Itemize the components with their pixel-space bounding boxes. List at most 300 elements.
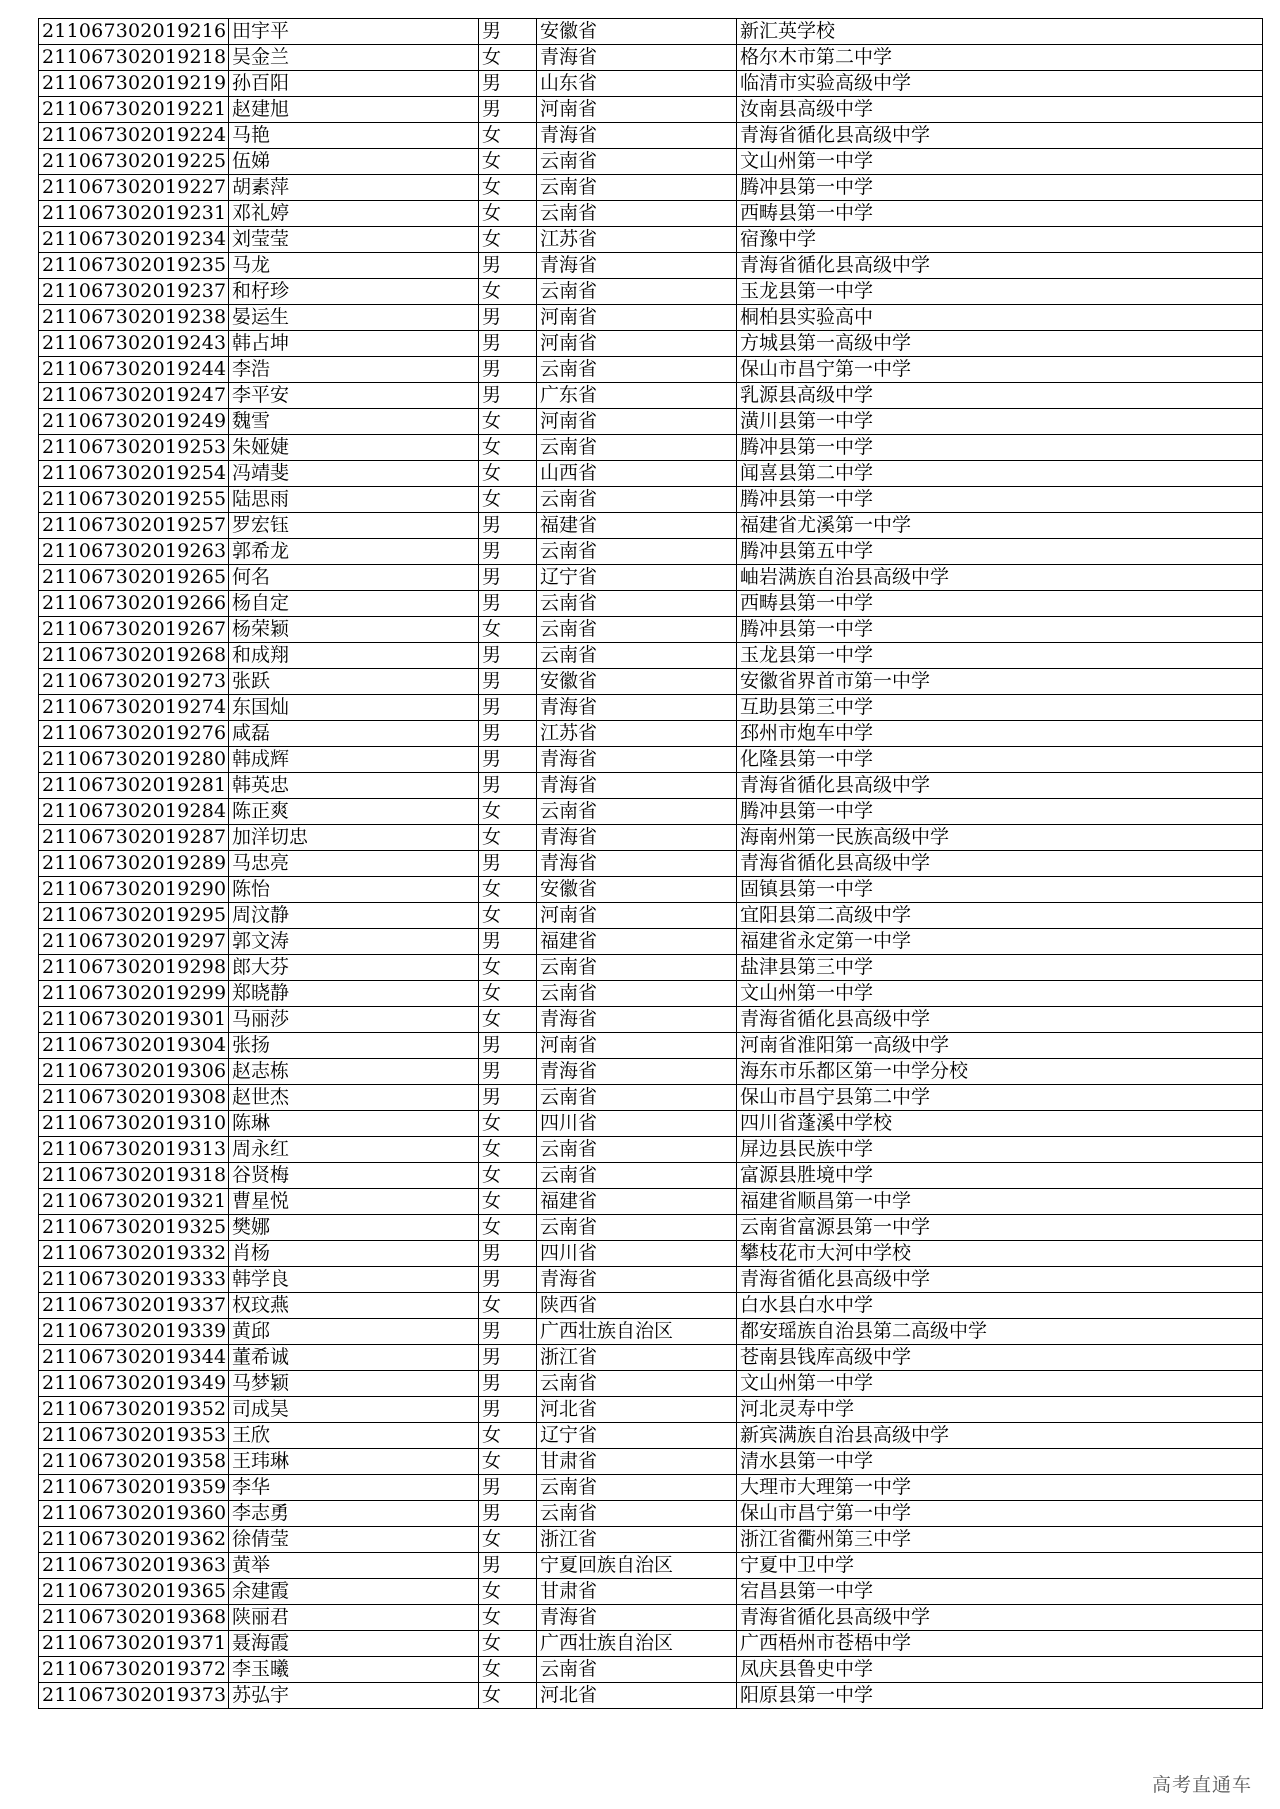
gender-cell: 男 bbox=[479, 591, 537, 617]
province-cell: 安徽省 bbox=[537, 669, 737, 695]
school-cell: 都安瑶族自治县第二高级中学 bbox=[737, 1319, 1263, 1345]
province-cell: 辽宁省 bbox=[537, 1423, 737, 1449]
school-cell: 攀枝花市大河中学校 bbox=[737, 1241, 1263, 1267]
province-cell: 云南省 bbox=[537, 149, 737, 175]
school-cell: 河南省淮阳第一高级中学 bbox=[737, 1033, 1263, 1059]
gender-cell: 女 bbox=[479, 1423, 537, 1449]
student-name-cell: 胡素萍 bbox=[229, 175, 479, 201]
table-row bbox=[39, 1683, 1263, 1709]
school-cell: 福建省顺昌第一中学 bbox=[737, 1189, 1263, 1215]
school-cell: 四川省蓬溪中学校 bbox=[737, 1111, 1263, 1137]
student-id-cell: 211067302019249 bbox=[39, 409, 229, 435]
student-name-cell: 罗宏钰 bbox=[229, 513, 479, 539]
gender-cell: 女 bbox=[479, 45, 537, 71]
school-cell: 腾冲县第一中学 bbox=[737, 435, 1263, 461]
student-id-cell: 211067302019234 bbox=[39, 227, 229, 253]
student-id-cell: 211067302019301 bbox=[39, 1007, 229, 1033]
gender-cell: 男 bbox=[479, 513, 537, 539]
table-row bbox=[39, 799, 1263, 825]
student-id-cell: 211067302019224 bbox=[39, 123, 229, 149]
student-id-cell: 211067302019219 bbox=[39, 71, 229, 97]
school-cell: 浙江省衢州第三中学 bbox=[737, 1527, 1263, 1553]
school-cell: 凤庆县鲁史中学 bbox=[737, 1657, 1263, 1683]
school-cell: 邳州市炮车中学 bbox=[737, 721, 1263, 747]
student-name-cell: 韩学良 bbox=[229, 1267, 479, 1293]
student-id-cell: 211067302019253 bbox=[39, 435, 229, 461]
table-row bbox=[39, 1423, 1263, 1449]
province-cell: 河北省 bbox=[537, 1397, 737, 1423]
province-cell: 福建省 bbox=[537, 1189, 737, 1215]
table-row bbox=[39, 305, 1263, 331]
school-cell: 互助县第三中学 bbox=[737, 695, 1263, 721]
school-cell: 桐柏县实验高中 bbox=[737, 305, 1263, 331]
table-row bbox=[39, 149, 1263, 175]
student-name-cell: 陈正爽 bbox=[229, 799, 479, 825]
student-id-cell: 211067302019321 bbox=[39, 1189, 229, 1215]
student-id-cell: 211067302019313 bbox=[39, 1137, 229, 1163]
province-cell: 青海省 bbox=[537, 123, 737, 149]
student-id-cell: 211067302019353 bbox=[39, 1423, 229, 1449]
gender-cell: 女 bbox=[479, 799, 537, 825]
gender-cell: 男 bbox=[479, 565, 537, 591]
student-id-cell: 211067302019237 bbox=[39, 279, 229, 305]
student-name-cell: 李玉曦 bbox=[229, 1657, 479, 1683]
table-row bbox=[39, 227, 1263, 253]
table-row bbox=[39, 539, 1263, 565]
table-row bbox=[39, 1345, 1263, 1371]
table-row bbox=[39, 903, 1263, 929]
student-name-cell: 东国灿 bbox=[229, 695, 479, 721]
province-cell: 青海省 bbox=[537, 1007, 737, 1033]
student-name-cell: 苏弘宇 bbox=[229, 1683, 479, 1709]
gender-cell: 女 bbox=[479, 461, 537, 487]
student-name-cell: 马龙 bbox=[229, 253, 479, 279]
school-cell: 化隆县第一中学 bbox=[737, 747, 1263, 773]
gender-cell: 女 bbox=[479, 201, 537, 227]
gender-cell: 女 bbox=[479, 435, 537, 461]
gender-cell: 女 bbox=[479, 227, 537, 253]
province-cell: 福建省 bbox=[537, 929, 737, 955]
school-cell: 腾冲县第一中学 bbox=[737, 487, 1263, 513]
student-id-cell: 211067302019216 bbox=[39, 19, 229, 45]
gender-cell: 男 bbox=[479, 1475, 537, 1501]
province-cell: 云南省 bbox=[537, 643, 737, 669]
province-cell: 广东省 bbox=[537, 383, 737, 409]
province-cell: 青海省 bbox=[537, 825, 737, 851]
table-row bbox=[39, 1657, 1263, 1683]
student-name-cell: 吴金兰 bbox=[229, 45, 479, 71]
gender-cell: 女 bbox=[479, 1579, 537, 1605]
table-row bbox=[39, 877, 1263, 903]
province-cell: 云南省 bbox=[537, 357, 737, 383]
province-cell: 青海省 bbox=[537, 253, 737, 279]
school-cell: 青海省循化县高级中学 bbox=[737, 123, 1263, 149]
province-cell: 青海省 bbox=[537, 1267, 737, 1293]
school-cell: 潢川县第一中学 bbox=[737, 409, 1263, 435]
school-cell: 文山州第一中学 bbox=[737, 981, 1263, 1007]
student-name-cell: 马忠亮 bbox=[229, 851, 479, 877]
table-row bbox=[39, 955, 1263, 981]
gender-cell: 女 bbox=[479, 1215, 537, 1241]
province-cell: 青海省 bbox=[537, 851, 737, 877]
student-id-cell: 211067302019295 bbox=[39, 903, 229, 929]
gender-cell: 男 bbox=[479, 1033, 537, 1059]
gender-cell: 女 bbox=[479, 981, 537, 1007]
province-cell: 云南省 bbox=[537, 539, 737, 565]
student-name-cell: 杨荣颖 bbox=[229, 617, 479, 643]
province-cell: 四川省 bbox=[537, 1111, 737, 1137]
province-cell: 云南省 bbox=[537, 435, 737, 461]
gender-cell: 男 bbox=[479, 1501, 537, 1527]
student-name-cell: 郑晓静 bbox=[229, 981, 479, 1007]
student-id-cell: 211067302019244 bbox=[39, 357, 229, 383]
student-id-cell: 211067302019304 bbox=[39, 1033, 229, 1059]
province-cell: 云南省 bbox=[537, 201, 737, 227]
school-cell: 青海省循化县高级中学 bbox=[737, 253, 1263, 279]
table-row bbox=[39, 1267, 1263, 1293]
province-cell: 云南省 bbox=[537, 1137, 737, 1163]
student-id-cell: 211067302019333 bbox=[39, 1267, 229, 1293]
school-cell: 宜阳县第二高级中学 bbox=[737, 903, 1263, 929]
student-name-cell: 冯靖斐 bbox=[229, 461, 479, 487]
table-row bbox=[39, 1111, 1263, 1137]
student-id-cell: 211067302019349 bbox=[39, 1371, 229, 1397]
province-cell: 广西壮族自治区 bbox=[537, 1319, 737, 1345]
student-id-cell: 211067302019268 bbox=[39, 643, 229, 669]
table-row bbox=[39, 1475, 1263, 1501]
table-row bbox=[39, 71, 1263, 97]
student-id-cell: 211067302019266 bbox=[39, 591, 229, 617]
province-cell: 青海省 bbox=[537, 1059, 737, 1085]
table-row bbox=[39, 1319, 1263, 1345]
table-row bbox=[39, 1501, 1263, 1527]
student-name-cell: 陈琳 bbox=[229, 1111, 479, 1137]
student-name-cell: 李华 bbox=[229, 1475, 479, 1501]
province-cell: 陕西省 bbox=[537, 1293, 737, 1319]
student-name-cell: 郭文涛 bbox=[229, 929, 479, 955]
school-cell: 大理市大理第一中学 bbox=[737, 1475, 1263, 1501]
student-name-cell: 王欣 bbox=[229, 1423, 479, 1449]
table-row bbox=[39, 383, 1263, 409]
province-cell: 宁夏回族自治区 bbox=[537, 1553, 737, 1579]
student-name-cell: 韩成辉 bbox=[229, 747, 479, 773]
school-cell: 海南州第一民族高级中学 bbox=[737, 825, 1263, 851]
province-cell: 云南省 bbox=[537, 1163, 737, 1189]
gender-cell: 男 bbox=[479, 357, 537, 383]
table-row bbox=[39, 1449, 1263, 1475]
gender-cell: 男 bbox=[479, 929, 537, 955]
school-cell: 广西梧州市苍梧中学 bbox=[737, 1631, 1263, 1657]
table-row bbox=[39, 747, 1263, 773]
gender-cell: 男 bbox=[479, 721, 537, 747]
table-row bbox=[39, 565, 1263, 591]
school-cell: 青海省循化县高级中学 bbox=[737, 773, 1263, 799]
table-row bbox=[39, 1553, 1263, 1579]
table-row bbox=[39, 851, 1263, 877]
student-id-cell: 211067302019281 bbox=[39, 773, 229, 799]
student-name-cell: 杨自定 bbox=[229, 591, 479, 617]
student-name-cell: 王玮琳 bbox=[229, 1449, 479, 1475]
student-name-cell: 郭希龙 bbox=[229, 539, 479, 565]
student-name-cell: 樊娜 bbox=[229, 1215, 479, 1241]
table-row bbox=[39, 19, 1263, 45]
table-row bbox=[39, 435, 1263, 461]
province-cell: 江苏省 bbox=[537, 227, 737, 253]
table-row bbox=[39, 929, 1263, 955]
school-cell: 青海省循化县高级中学 bbox=[737, 851, 1263, 877]
province-cell: 云南省 bbox=[537, 279, 737, 305]
student-id-cell: 211067302019284 bbox=[39, 799, 229, 825]
table-row bbox=[39, 253, 1263, 279]
table-row bbox=[39, 1579, 1263, 1605]
student-name-cell: 韩英忠 bbox=[229, 773, 479, 799]
province-cell: 云南省 bbox=[537, 617, 737, 643]
gender-cell: 女 bbox=[479, 955, 537, 981]
table-row bbox=[39, 1631, 1263, 1657]
province-cell: 河南省 bbox=[537, 1033, 737, 1059]
province-cell: 云南省 bbox=[537, 981, 737, 1007]
school-cell: 临清市实验高级中学 bbox=[737, 71, 1263, 97]
school-cell: 青海省循化县高级中学 bbox=[737, 1267, 1263, 1293]
gender-cell: 男 bbox=[479, 773, 537, 799]
student-name-cell: 肖杨 bbox=[229, 1241, 479, 1267]
gender-cell: 女 bbox=[479, 617, 537, 643]
province-cell: 山西省 bbox=[537, 461, 737, 487]
province-cell: 云南省 bbox=[537, 487, 737, 513]
school-cell: 福建省永定第一中学 bbox=[737, 929, 1263, 955]
student-name-cell: 韩占坤 bbox=[229, 331, 479, 357]
student-name-cell: 和杍珍 bbox=[229, 279, 479, 305]
school-cell: 玉龙县第一中学 bbox=[737, 279, 1263, 305]
student-name-cell: 黄举 bbox=[229, 1553, 479, 1579]
school-cell: 新汇英学校 bbox=[737, 19, 1263, 45]
student-name-cell: 谷贤梅 bbox=[229, 1163, 479, 1189]
school-cell: 青海省循化县高级中学 bbox=[737, 1007, 1263, 1033]
gender-cell: 男 bbox=[479, 539, 537, 565]
student-name-cell: 张扬 bbox=[229, 1033, 479, 1059]
student-id-cell: 211067302019287 bbox=[39, 825, 229, 851]
province-cell: 云南省 bbox=[537, 1085, 737, 1111]
table-row bbox=[39, 1605, 1263, 1631]
school-cell: 保山市昌宁第一中学 bbox=[737, 1501, 1263, 1527]
gender-cell: 男 bbox=[479, 1319, 537, 1345]
student-name-cell: 赵世杰 bbox=[229, 1085, 479, 1111]
province-cell: 河南省 bbox=[537, 903, 737, 929]
student-id-cell: 211067302019227 bbox=[39, 175, 229, 201]
student-id-cell: 211067302019263 bbox=[39, 539, 229, 565]
table-row bbox=[39, 617, 1263, 643]
school-cell: 宿豫中学 bbox=[737, 227, 1263, 253]
gender-cell: 女 bbox=[479, 175, 537, 201]
student-name-cell: 李平安 bbox=[229, 383, 479, 409]
student-id-cell: 211067302019225 bbox=[39, 149, 229, 175]
school-cell: 保山市昌宁第一中学 bbox=[737, 357, 1263, 383]
gender-cell: 男 bbox=[479, 1085, 537, 1111]
gender-cell: 男 bbox=[479, 1553, 537, 1579]
gender-cell: 女 bbox=[479, 123, 537, 149]
province-cell: 青海省 bbox=[537, 773, 737, 799]
gender-cell: 女 bbox=[479, 279, 537, 305]
student-name-cell: 周汶静 bbox=[229, 903, 479, 929]
school-cell: 西畴县第一中学 bbox=[737, 201, 1263, 227]
school-cell: 白水县白水中学 bbox=[737, 1293, 1263, 1319]
student-id-cell: 211067302019238 bbox=[39, 305, 229, 331]
student-name-cell: 马梦颖 bbox=[229, 1371, 479, 1397]
student-id-cell: 211067302019276 bbox=[39, 721, 229, 747]
gender-cell: 女 bbox=[479, 1631, 537, 1657]
gender-cell: 女 bbox=[479, 1111, 537, 1137]
school-cell: 河北灵寿中学 bbox=[737, 1397, 1263, 1423]
gender-cell: 男 bbox=[479, 383, 537, 409]
province-cell: 广西壮族自治区 bbox=[537, 1631, 737, 1657]
student-id-cell: 211067302019371 bbox=[39, 1631, 229, 1657]
gender-cell: 男 bbox=[479, 851, 537, 877]
school-cell: 新宾满族自治县高级中学 bbox=[737, 1423, 1263, 1449]
student-id-cell: 211067302019289 bbox=[39, 851, 229, 877]
student-name-cell: 马艳 bbox=[229, 123, 479, 149]
school-cell: 宁夏中卫中学 bbox=[737, 1553, 1263, 1579]
student-id-cell: 211067302019299 bbox=[39, 981, 229, 1007]
table-row bbox=[39, 981, 1263, 1007]
school-cell: 文山州第一中学 bbox=[737, 1371, 1263, 1397]
province-cell: 山东省 bbox=[537, 71, 737, 97]
province-cell: 云南省 bbox=[537, 1371, 737, 1397]
student-name-cell: 伍娣 bbox=[229, 149, 479, 175]
table-row bbox=[39, 825, 1263, 851]
student-name-cell: 和成翔 bbox=[229, 643, 479, 669]
province-cell: 云南省 bbox=[537, 1215, 737, 1241]
gender-cell: 女 bbox=[479, 487, 537, 513]
school-cell: 苍南县钱库高级中学 bbox=[737, 1345, 1263, 1371]
student-name-cell: 何名 bbox=[229, 565, 479, 591]
table-row bbox=[39, 669, 1263, 695]
student-name-cell: 马丽莎 bbox=[229, 1007, 479, 1033]
gender-cell: 男 bbox=[479, 1345, 537, 1371]
student-id-cell: 211067302019274 bbox=[39, 695, 229, 721]
student-name-cell: 徐倩莹 bbox=[229, 1527, 479, 1553]
gender-cell: 女 bbox=[479, 1657, 537, 1683]
province-cell: 河北省 bbox=[537, 1683, 737, 1709]
student-name-cell: 李浩 bbox=[229, 357, 479, 383]
school-cell: 汝南县高级中学 bbox=[737, 97, 1263, 123]
student-name-cell: 张跃 bbox=[229, 669, 479, 695]
gender-cell: 女 bbox=[479, 1527, 537, 1553]
gender-cell: 男 bbox=[479, 747, 537, 773]
gender-cell: 女 bbox=[479, 1449, 537, 1475]
school-cell: 安徽省界首市第一中学 bbox=[737, 669, 1263, 695]
table-row bbox=[39, 97, 1263, 123]
province-cell: 江苏省 bbox=[537, 721, 737, 747]
table-row bbox=[39, 721, 1263, 747]
student-id-cell: 211067302019372 bbox=[39, 1657, 229, 1683]
province-cell: 河南省 bbox=[537, 305, 737, 331]
province-cell: 云南省 bbox=[537, 1501, 737, 1527]
student-name-cell: 李志勇 bbox=[229, 1501, 479, 1527]
student-list-table bbox=[38, 18, 1263, 1709]
student-name-cell: 赵志栋 bbox=[229, 1059, 479, 1085]
gender-cell: 男 bbox=[479, 19, 537, 45]
province-cell: 安徽省 bbox=[537, 19, 737, 45]
student-id-cell: 211067302019332 bbox=[39, 1241, 229, 1267]
table-row bbox=[39, 643, 1263, 669]
gender-cell: 男 bbox=[479, 695, 537, 721]
gender-cell: 女 bbox=[479, 903, 537, 929]
school-cell: 青海省循化县高级中学 bbox=[737, 1605, 1263, 1631]
table-row bbox=[39, 513, 1263, 539]
student-name-cell: 陆思雨 bbox=[229, 487, 479, 513]
province-cell: 青海省 bbox=[537, 747, 737, 773]
student-name-cell: 邓礼婷 bbox=[229, 201, 479, 227]
table-row bbox=[39, 1007, 1263, 1033]
school-cell: 闻喜县第二中学 bbox=[737, 461, 1263, 487]
province-cell: 云南省 bbox=[537, 1657, 737, 1683]
student-id-cell: 211067302019265 bbox=[39, 565, 229, 591]
student-name-cell: 聂海霞 bbox=[229, 1631, 479, 1657]
student-id-cell: 211067302019360 bbox=[39, 1501, 229, 1527]
province-cell: 云南省 bbox=[537, 1475, 737, 1501]
school-cell: 玉龙县第一中学 bbox=[737, 643, 1263, 669]
school-cell: 方城县第一高级中学 bbox=[737, 331, 1263, 357]
school-cell: 乳源县高级中学 bbox=[737, 383, 1263, 409]
gender-cell: 女 bbox=[479, 1189, 537, 1215]
province-cell: 四川省 bbox=[537, 1241, 737, 1267]
school-cell: 腾冲县第一中学 bbox=[737, 175, 1263, 201]
student-id-cell: 211067302019362 bbox=[39, 1527, 229, 1553]
province-cell: 云南省 bbox=[537, 955, 737, 981]
school-cell: 盐津县第三中学 bbox=[737, 955, 1263, 981]
school-cell: 云南省富源县第一中学 bbox=[737, 1215, 1263, 1241]
province-cell: 云南省 bbox=[537, 175, 737, 201]
school-cell: 屏边县民族中学 bbox=[737, 1137, 1263, 1163]
student-name-cell: 周永红 bbox=[229, 1137, 479, 1163]
student-id-cell: 211067302019231 bbox=[39, 201, 229, 227]
school-cell: 固镇县第一中学 bbox=[737, 877, 1263, 903]
school-cell: 西畴县第一中学 bbox=[737, 591, 1263, 617]
province-cell: 甘肃省 bbox=[537, 1579, 737, 1605]
gender-cell: 男 bbox=[479, 331, 537, 357]
gender-cell: 女 bbox=[479, 1163, 537, 1189]
table-row bbox=[39, 695, 1263, 721]
gender-cell: 男 bbox=[479, 97, 537, 123]
student-id-cell: 211067302019344 bbox=[39, 1345, 229, 1371]
student-id-cell: 211067302019298 bbox=[39, 955, 229, 981]
student-name-cell: 黄邱 bbox=[229, 1319, 479, 1345]
gender-cell: 女 bbox=[479, 409, 537, 435]
province-cell: 青海省 bbox=[537, 695, 737, 721]
table-row bbox=[39, 409, 1263, 435]
student-name-cell: 陕丽君 bbox=[229, 1605, 479, 1631]
student-name-cell: 魏雪 bbox=[229, 409, 479, 435]
school-cell: 富源县胜境中学 bbox=[737, 1163, 1263, 1189]
student-name-cell: 朱娅婕 bbox=[229, 435, 479, 461]
student-name-cell: 郎大芬 bbox=[229, 955, 479, 981]
school-cell: 保山市昌宁县第二中学 bbox=[737, 1085, 1263, 1111]
student-id-cell: 211067302019221 bbox=[39, 97, 229, 123]
student-id-cell: 211067302019297 bbox=[39, 929, 229, 955]
student-name-cell: 咸磊 bbox=[229, 721, 479, 747]
table-row bbox=[39, 591, 1263, 617]
province-cell: 辽宁省 bbox=[537, 565, 737, 591]
table-row bbox=[39, 773, 1263, 799]
student-id-cell: 211067302019280 bbox=[39, 747, 229, 773]
student-name-cell: 刘莹莹 bbox=[229, 227, 479, 253]
student-id-cell: 211067302019368 bbox=[39, 1605, 229, 1631]
school-cell: 阳原县第一中学 bbox=[737, 1683, 1263, 1709]
gender-cell: 男 bbox=[479, 1059, 537, 1085]
school-cell: 格尔木市第二中学 bbox=[737, 45, 1263, 71]
province-cell: 云南省 bbox=[537, 591, 737, 617]
student-id-cell: 211067302019290 bbox=[39, 877, 229, 903]
